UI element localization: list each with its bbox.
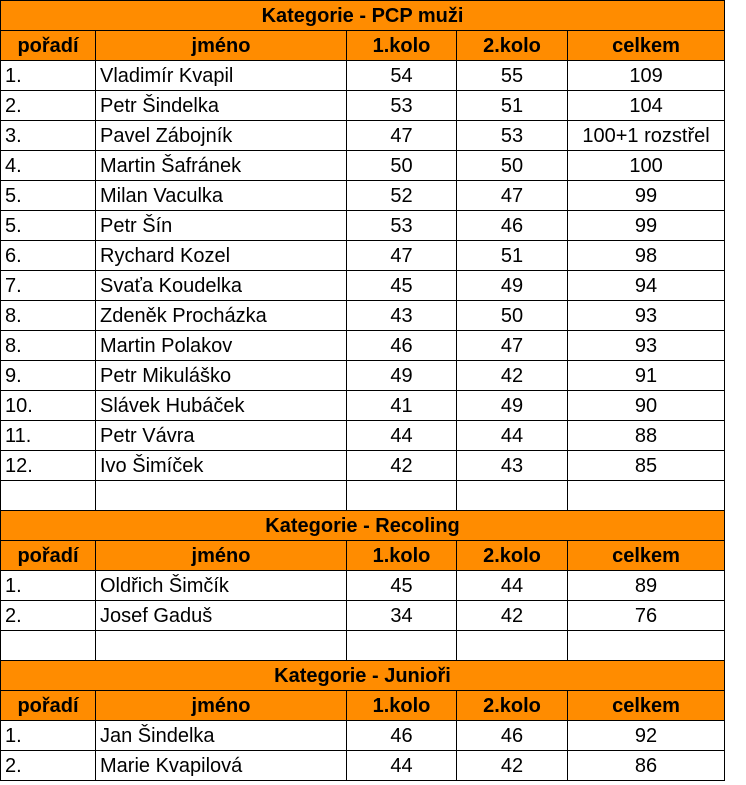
- total-cell: 93: [568, 331, 725, 361]
- rank-cell: 2.: [1, 751, 96, 781]
- empty-cell: [1, 481, 96, 511]
- rank-cell: 7.: [1, 271, 96, 301]
- name-cell: Martin Šafránek: [96, 151, 347, 181]
- round1-cell: 46: [347, 721, 457, 751]
- rank-cell: 10.: [1, 391, 96, 421]
- table-row: [1, 91, 725, 121]
- name-cell: Ivo Šimíček: [96, 451, 347, 481]
- header-total: celkem: [568, 541, 725, 571]
- round2-cell: 43: [457, 451, 568, 481]
- results-body: [1, 1, 725, 781]
- name-cell: Vladimír Kvapil: [96, 61, 347, 91]
- header-round2: 2.kolo: [457, 541, 568, 571]
- round1-cell: 34: [347, 601, 457, 631]
- header-total: celkem: [568, 31, 725, 61]
- column-header-row: [1, 31, 725, 61]
- name-cell: Oldřich Šimčík: [96, 571, 347, 601]
- table-row: [1, 181, 725, 211]
- table-row: [1, 361, 725, 391]
- column-header-row: [1, 691, 725, 721]
- category-title-row: [1, 511, 725, 541]
- rank-cell: 1.: [1, 571, 96, 601]
- round2-cell: 51: [457, 91, 568, 121]
- round2-cell: 51: [457, 241, 568, 271]
- round1-cell: 50: [347, 151, 457, 181]
- name-cell: Slávek Hubáček: [96, 391, 347, 421]
- total-cell: 109: [568, 61, 725, 91]
- blank-row: [1, 481, 725, 511]
- rank-cell: 4.: [1, 151, 96, 181]
- total-cell: 89: [568, 571, 725, 601]
- round1-cell: 44: [347, 751, 457, 781]
- round2-cell: 55: [457, 61, 568, 91]
- round1-cell: 54: [347, 61, 457, 91]
- name-cell: Petr Šindelka: [96, 91, 347, 121]
- round2-cell: 49: [457, 271, 568, 301]
- empty-cell: [568, 631, 725, 661]
- name-cell: Svaťa Koudelka: [96, 271, 347, 301]
- name-cell: Josef Gaduš: [96, 601, 347, 631]
- total-cell: 91: [568, 361, 725, 391]
- empty-cell: [457, 481, 568, 511]
- table-row: [1, 331, 725, 361]
- category-title: Kategorie - Junioři: [1, 661, 725, 691]
- header-total: celkem: [568, 691, 725, 721]
- blank-row: [1, 631, 725, 661]
- header-rank: pořadí: [1, 31, 96, 61]
- table-row: [1, 751, 725, 781]
- rank-cell: 11.: [1, 421, 96, 451]
- total-cell: 100+1 rozstřel: [568, 121, 725, 151]
- round1-cell: 45: [347, 271, 457, 301]
- total-cell: 93: [568, 301, 725, 331]
- round1-cell: 47: [347, 121, 457, 151]
- table-row: [1, 241, 725, 271]
- total-cell: 86: [568, 751, 725, 781]
- round2-cell: 42: [457, 601, 568, 631]
- table-row: [1, 421, 725, 451]
- rank-cell: 5.: [1, 181, 96, 211]
- total-cell: 88: [568, 421, 725, 451]
- round2-cell: 42: [457, 751, 568, 781]
- table-row: [1, 121, 725, 151]
- name-cell: Rychard Kozel: [96, 241, 347, 271]
- name-cell: Marie Kvapilová: [96, 751, 347, 781]
- round2-cell: 47: [457, 331, 568, 361]
- rank-cell: 2.: [1, 601, 96, 631]
- category-title-row: [1, 661, 725, 691]
- header-name: jméno: [96, 541, 347, 571]
- round2-cell: 46: [457, 721, 568, 751]
- table-row: [1, 211, 725, 241]
- total-cell: 98: [568, 241, 725, 271]
- round2-cell: 49: [457, 391, 568, 421]
- total-cell: 99: [568, 211, 725, 241]
- round1-cell: 47: [347, 241, 457, 271]
- round2-cell: 46: [457, 211, 568, 241]
- total-cell: 76: [568, 601, 725, 631]
- empty-cell: [347, 631, 457, 661]
- header-round2: 2.kolo: [457, 31, 568, 61]
- category-title-row: [1, 1, 725, 31]
- empty-cell: [96, 481, 347, 511]
- name-cell: Zdeněk Procházka: [96, 301, 347, 331]
- empty-cell: [96, 631, 347, 661]
- total-cell: 92: [568, 721, 725, 751]
- empty-cell: [1, 631, 96, 661]
- name-cell: Jan Šindelka: [96, 721, 347, 751]
- total-cell: 99: [568, 181, 725, 211]
- table-row: [1, 151, 725, 181]
- rank-cell: 12.: [1, 451, 96, 481]
- table-row: [1, 391, 725, 421]
- header-round1: 1.kolo: [347, 691, 457, 721]
- rank-cell: 8.: [1, 331, 96, 361]
- name-cell: Petr Vávra: [96, 421, 347, 451]
- round1-cell: 43: [347, 301, 457, 331]
- round1-cell: 53: [347, 91, 457, 121]
- column-header-row: [1, 541, 725, 571]
- table-row: [1, 451, 725, 481]
- round1-cell: 45: [347, 571, 457, 601]
- round1-cell: 41: [347, 391, 457, 421]
- round1-cell: 52: [347, 181, 457, 211]
- rank-cell: 8.: [1, 301, 96, 331]
- empty-cell: [568, 481, 725, 511]
- rank-cell: 6.: [1, 241, 96, 271]
- header-round1: 1.kolo: [347, 541, 457, 571]
- round1-cell: 46: [347, 331, 457, 361]
- header-rank: pořadí: [1, 691, 96, 721]
- rank-cell: 1.: [1, 61, 96, 91]
- header-round2: 2.kolo: [457, 691, 568, 721]
- table-row: [1, 271, 725, 301]
- round2-cell: 44: [457, 571, 568, 601]
- round2-cell: 42: [457, 361, 568, 391]
- round2-cell: 44: [457, 421, 568, 451]
- category-title: Kategorie - Recoling: [1, 511, 725, 541]
- total-cell: 100: [568, 151, 725, 181]
- rank-cell: 9.: [1, 361, 96, 391]
- table-row: [1, 601, 725, 631]
- empty-cell: [457, 631, 568, 661]
- round1-cell: 44: [347, 421, 457, 451]
- table-row: [1, 61, 725, 91]
- total-cell: 85: [568, 451, 725, 481]
- header-name: jméno: [96, 31, 347, 61]
- header-round1: 1.kolo: [347, 31, 457, 61]
- total-cell: 90: [568, 391, 725, 421]
- header-name: jméno: [96, 691, 347, 721]
- table-row: [1, 721, 725, 751]
- round2-cell: 47: [457, 181, 568, 211]
- round1-cell: 42: [347, 451, 457, 481]
- round2-cell: 50: [457, 301, 568, 331]
- rank-cell: 2.: [1, 91, 96, 121]
- name-cell: Pavel Zábojník: [96, 121, 347, 151]
- name-cell: Petr Šín: [96, 211, 347, 241]
- round2-cell: 53: [457, 121, 568, 151]
- header-rank: pořadí: [1, 541, 96, 571]
- round1-cell: 53: [347, 211, 457, 241]
- name-cell: Petr Mikuláško: [96, 361, 347, 391]
- round2-cell: 50: [457, 151, 568, 181]
- empty-cell: [347, 481, 457, 511]
- name-cell: Martin Polakov: [96, 331, 347, 361]
- total-cell: 94: [568, 271, 725, 301]
- table-row: [1, 571, 725, 601]
- rank-cell: 5.: [1, 211, 96, 241]
- name-cell: Milan Vaculka: [96, 181, 347, 211]
- rank-cell: 1.: [1, 721, 96, 751]
- table-row: [1, 301, 725, 331]
- rank-cell: 3.: [1, 121, 96, 151]
- total-cell: 104: [568, 91, 725, 121]
- category-title: Kategorie - PCP muži: [1, 1, 725, 31]
- round1-cell: 49: [347, 361, 457, 391]
